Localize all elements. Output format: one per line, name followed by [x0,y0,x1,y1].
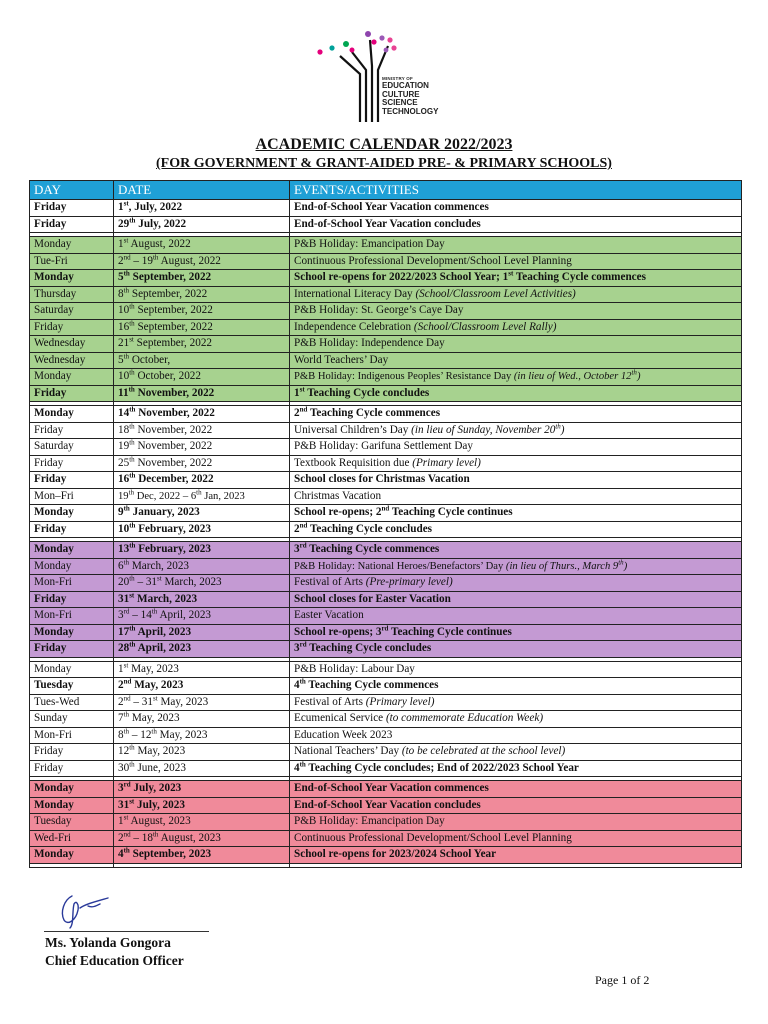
table-row: Friday 18th November, 2022 Universal Children’s Day (in lieu of Sunday, November 20th) [30,422,742,439]
table-row: Friday 11th November, 2022 1st Teaching Cycle concludes [30,385,742,402]
logo-text: MINISTRY OF EDUCATION CULTURE SCIENCE TECHNOLOGY [382,76,439,116]
table-row: Saturday 19th November, 2022 P&B Holiday: Garifuna Settlement Day [30,439,742,456]
table-row: Monday 3rd July, 2023 End-of-School Year Vacation commences [30,781,742,798]
table-row: Friday 25th November, 2022 Textbook Requisition due (Primary level) [30,455,742,472]
document-subtitle: (FOR GOVERNMENT & GRANT-AIDED PRE- & PRIMARY SCHOOLS) [156,156,612,171]
table-row: Tuesday 1st August, 2023 P&B Holiday: Emancipation Day [30,814,742,831]
signatory-name: Ms. Yolanda Gongora [45,935,171,950]
academic-calendar-table [29,180,742,868]
table-row: Mon-Fri 8th – 12th May, 2023 Education Week 2023 [30,727,742,744]
table-row: Monday 6th March, 2023 P&B Holiday: National Heroes/Benefactors’ Day (in lieu of Thurs., March 9th) [30,558,742,575]
table-row: Monday 4th September, 2023 School re-opens for 2023/2024 School Year [30,847,742,864]
table-row: Tue-Fri 2nd – 19th August, 2022 Continuous Professional Development/School Level Planning [30,253,742,270]
table-row: Friday 10th February, 2023 2nd Teaching Cycle concludes [30,521,742,538]
table-row: Friday 30th June, 2023 4th Teaching Cycle concludes; End of 2022/2023 School Year [30,760,742,777]
signatory-title: Chief Education Officer [45,953,184,968]
table-row: Monday 5th September, 2022 School re-opens for 2022/2023 School Year; 1st Teaching Cycle commences [30,270,742,287]
table-row: Monday 17th April, 2023 School re-opens; 3rd Teaching Cycle continues [30,624,742,641]
table-row: Wednesday 5th October, World Teachers’ Day [30,352,742,369]
table-row: Wednesday 21st September, 2022 P&B Holiday: Independence Day [30,336,742,353]
header-events: EVENTS/ACTIVITIES [290,181,742,200]
header-day: DAY [30,181,114,200]
table-row: Monday 1st August, 2022 P&B Holiday: Emancipation Day [30,237,742,254]
table-row: Tuesday 2nd May, 2023 4th Teaching Cycle commences [30,678,742,695]
table-row: Wed-Fri 2nd – 18th August, 2023 Continuous Professional Development/School Level Planning [30,830,742,847]
table-row: Friday 29th July, 2022 End-of-School Year Vacation concludes [30,216,742,233]
table-row: Friday 1st, July, 2022 End-of-School Year Vacation commences [30,200,742,217]
table-row: Mon-Fri 20th – 31st March, 2023 Festival of Arts (Pre-primary level) [30,575,742,592]
table-row: Sunday 7th May, 2023 Ecumenical Service (to commemorate Education Week) [30,711,742,728]
table-row: Friday 28th April, 2023 3rd Teaching Cycle concludes [30,641,742,658]
table-row: Thursday 8th September, 2022 International Literacy Day (School/Classroom Level Activities) [30,286,742,303]
signature-line [44,931,209,932]
table-row: Friday 16th September, 2022 Independence Celebration (School/Classroom Level Rally) [30,319,742,336]
document-title: ACADEMIC CALENDAR 2022/2023 [255,136,513,153]
table-header-row [30,181,742,200]
table-row: Monday 1st May, 2023 P&B Holiday: Labour Day [30,661,742,678]
table-row: Monday 10th October, 2022 P&B Holiday: Indigenous Peoples’ Resistance Day (in lieu of Wed., October 12th) [30,369,742,386]
table-row: Friday 31st March, 2023 School closes for Easter Vacation [30,591,742,608]
table-row: Friday 16th December, 2022 School closes for Christmas Vacation [30,472,742,489]
table-row: Mon-Fri 3rd – 14th April, 2023 Easter Vacation [30,608,742,625]
table-row: Monday 9th January, 2023 School re-opens; 2nd Teaching Cycle continues [30,505,742,522]
row-spacer [30,863,742,867]
table-row: Monday 13th February, 2023 3rd Teaching Cycle commences [30,542,742,559]
table-row: Friday 12th May, 2023 National Teachers’ Day (to be celebrated at the school level) [30,744,742,761]
header-date: DATE [114,181,290,200]
table-row: Monday 31st July, 2023 End-of-School Year Vacation concludes [30,797,742,814]
table-row: Monday 14th November, 2022 2nd Teaching Cycle commences [30,406,742,423]
table-row: Mon–Fri 19th Dec, 2022 – 6th Jan, 2023 Christmas Vacation [30,488,742,505]
table-row: Tues-Wed 2nd – 31st May, 2023 Festival of Arts (Primary level) [30,694,742,711]
signature-image [50,890,130,930]
page-number: Page 1 of 2 [595,973,650,987]
table-row: Saturday 10th September, 2022 P&B Holiday: St. George’s Caye Day [30,303,742,320]
